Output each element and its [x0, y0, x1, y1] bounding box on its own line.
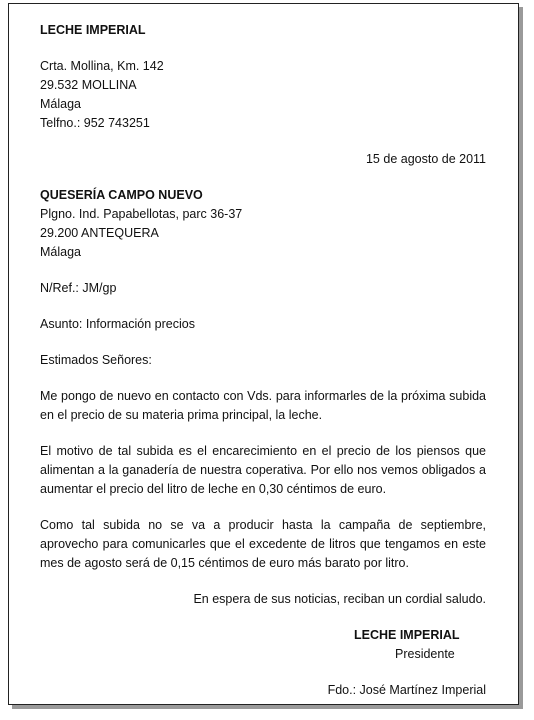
- sender-address-line3: Málaga: [40, 97, 81, 111]
- signature-signed-by: Fdo.: José Martínez Imperial: [327, 683, 486, 697]
- letter-date: 15 de agosto de 2011: [365, 152, 486, 166]
- body-paragraph-1: Me pongo de nuevo en contacto con Vds. para informarles de la próxima subida en el precio de su materia prima principal, la leche.: [40, 389, 486, 422]
- recipient-name: QUESERÍA CAMPO NUEVO: [40, 188, 203, 202]
- sender-name: LECHE IMPERIAL: [40, 23, 146, 37]
- recipient-block: [40, 186, 486, 262]
- sender-block: [40, 21, 486, 133]
- signature-company: LECHE IMPERIAL: [354, 628, 460, 642]
- sender-address-line2: 29.532 MOLLINA: [40, 78, 137, 92]
- letter-page: [8, 3, 519, 705]
- recipient-address-line2: 29.200 ANTEQUERA: [40, 226, 159, 240]
- sender-phone: Telfno.: 952 743251: [40, 116, 150, 130]
- signature-block: [40, 626, 486, 700]
- subject-line: Asunto: Información precios: [40, 317, 195, 331]
- signature-role: Presidente: [395, 647, 455, 661]
- recipient-address-line1: Plgno. Ind. Papabellotas, parc 36-37: [40, 207, 243, 221]
- body-paragraph-3: Como tal subida no se va a producir hasta la campaña de septiembre, aprovecho para comunicarles que el excedente de litros que tengamos en este mes de agosto será de 0,15 céntimos de euro más barato por litro.: [40, 518, 486, 570]
- recipient-address-line3: Málaga: [40, 245, 81, 259]
- reference-line: N/Ref.: JM/gp: [40, 281, 117, 295]
- sender-address-line1: Crta. Mollina, Km. 142: [40, 59, 164, 73]
- greeting-line: Estimados Señores:: [40, 353, 152, 367]
- closing-line: En espera de sus noticias, reciban un cordial saludo.: [193, 592, 486, 606]
- body-paragraph-2: El motivo de tal subida es el encarecimiento en el precio de los piensos que alimentan a la ganadería de nuestra coperativa. Por ello nos vemos obligados a aumentar el precio del litro de leche en 0,30 céntimos de euro.: [40, 444, 486, 496]
- letter-content: [40, 21, 486, 700]
